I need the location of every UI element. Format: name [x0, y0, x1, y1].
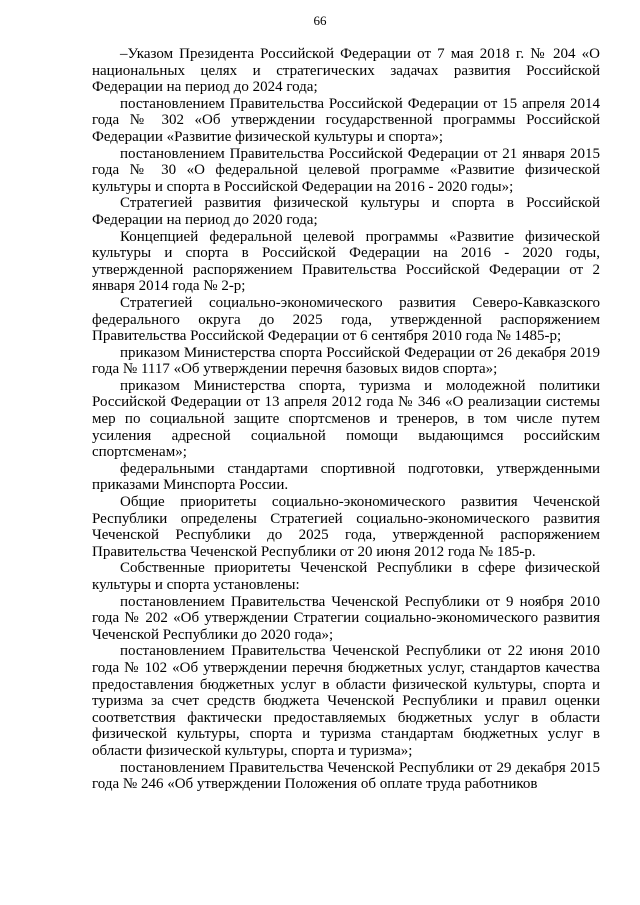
paragraph-sport-development-strategy: Стратегией развития физической культуры и спорта в Российской Федерации на период до 2020 года;	[92, 195, 600, 228]
paragraph-north-caucasus-strategy: Стратегией социально-экономического развития Северо-Кавказского федерального округа до 2025 года, утвержденной распоряжением Правительства Российской Федерации от 6 сентября 2010 года № 1485-р;	[92, 294, 600, 345]
paragraph-ministry-order-1117: приказом Министерства спорта Российской Федерации от 26 декабря 2019 года № 1117 «Об утверждении перечня базовых видов спорта»;	[92, 344, 600, 378]
paragraph-chechen-resolution-202: постановлением Правительства Чеченской Республики от 9 ноября 2010 года № 202 «Об утверждении Стратегии социально-экономического развития Чеченской Республики до 2020 года»;	[92, 593, 600, 643]
paragraph-presidential-decree: –Указом Президента Российской Федерации от 7 мая 2018 г. № 204 «О национальных целях и стратегических задачах развития Российской Федерации на период до 2024 года;	[92, 46, 600, 96]
paragraph-chechen-general-priorities: Общие приоритеты социально-экономического развития Чеченской Республики определены Стратегией социально-экономического развития Чеченской Республики до 2025 года, утвержденной распоряжением Правительства Чеченской Республики от 20 июня 2012 года № 185-р.	[92, 494, 600, 560]
paragraph-government-resolution-302: постановлением Правительства Российской Федерации от 15 апреля 2014 года № 302 «Об утверждении государственной программы Российской Федерации «Развитие физической культуры и спорта»;	[92, 95, 600, 145]
document-body	[92, 46, 600, 793]
paragraph-chechen-resolution-246: постановлением Правительства Чеченской Республики от 29 декабря 2015 года № 246 «Об утверждении Положения об оплате труда работников	[92, 759, 600, 793]
paragraph-federal-standards: федеральными стандартами спортивной подготовки, утвержденными приказами Минспорта России.	[92, 460, 600, 494]
paragraph-chechen-own-priorities: Собственные приоритеты Чеченской Республики в сфере физической культуры и спорта установлены:	[92, 560, 600, 593]
paragraph-government-resolution-30: постановлением Правительства Российской Федерации от 21 января 2015 года № 30 «О федеральной целевой программе «Развитие физической культуры и спорта в Российской Федерации на 2016 - 2020 годы»;	[92, 145, 600, 195]
paragraph-ministry-order-346: приказом Министерства спорта, туризма и молодежной политики Российской Федерации от 13 апреля 2012 года № 346 «О реализации системы мер по социальной защите спортсменов и тренеров, в том числе путем усиления адресной социальной помощи выдающимся российским спортсменам»;	[92, 377, 600, 461]
page-number: 66	[313, 13, 327, 28]
paragraph-program-concept: Концепцией федеральной целевой программы «Развитие физической культуры и спорта в Российской Федерации на 2016 - 2020 годы, утвержденной распоряжением Правительства Российской Федерации от 2 января 2014 года № 2-р;	[92, 228, 600, 295]
paragraph-chechen-resolution-102: постановлением Правительства Чеченской Республики от 22 июня 2010 года № 102 «Об утверждении перечня бюджетных услуг, стандартов качества предоставления бюджетных услуг в области физической культуры, спорта и туризма за счет средств бюджета Чеченской Республики и правил оценки соответствия фактически предоставляемых бюджетных услуг в области физической культуры, спорта и туризма стандартам бюджетных услуг в области физической культуры, спорта и туризма»;	[92, 643, 600, 759]
